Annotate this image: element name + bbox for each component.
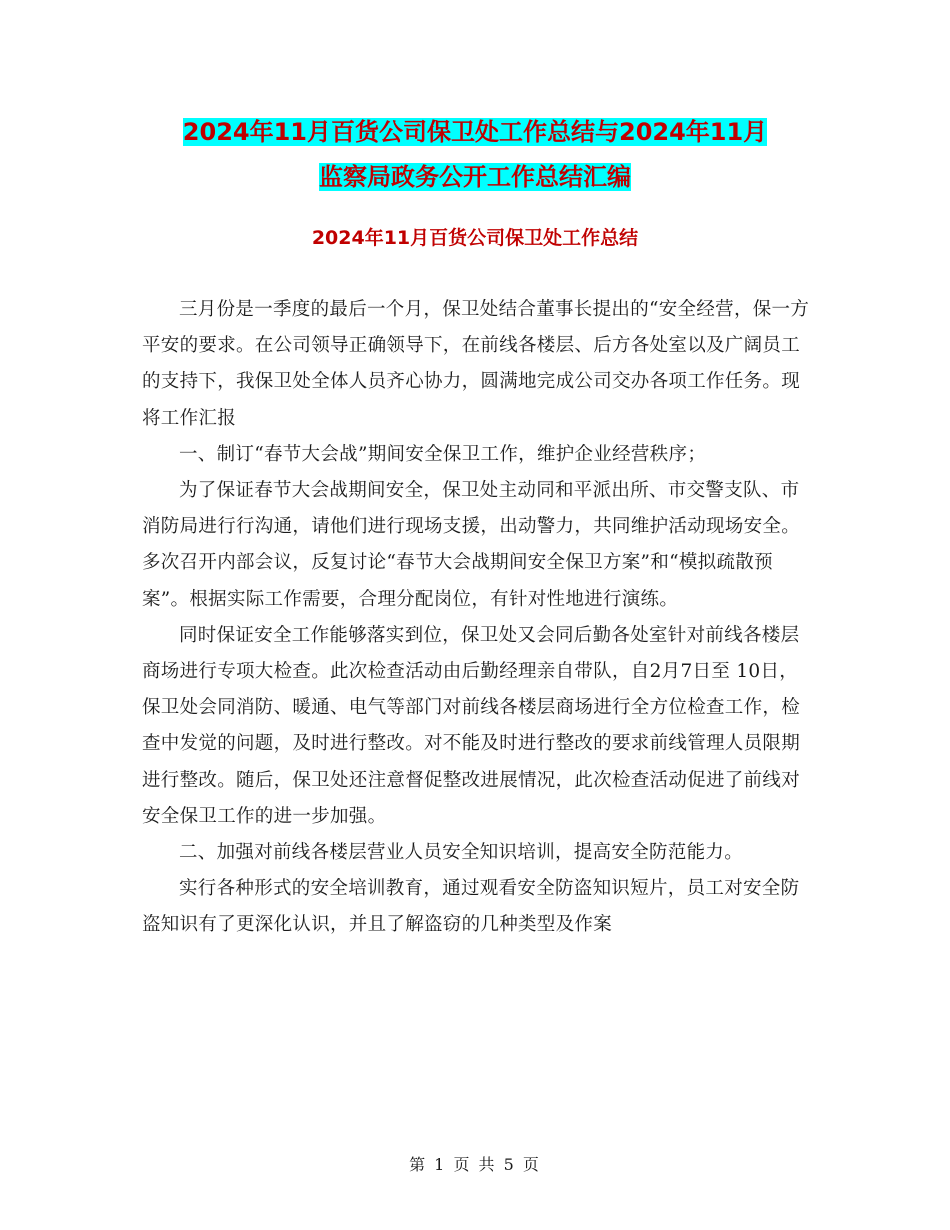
footer-prefix: 第 xyxy=(409,1155,428,1174)
paragraph-2: 一、制订“春节大会战”期间安全保卫工作，维护企业经营秩序； xyxy=(179,443,707,465)
paragraph-4: 同时保证安全工作能够落实到位，保卫处又会同后勤各处室针对前线各楼层商场进行专项大检查。此次检查活动由后勤经理亲自带队，自2月7日至 10日，保卫处会同消防、暖通、电气等部门对前线各楼层商场进行全方位检查工作，检查中发觉的问题，及时进行整改。对不能及时进行整改的要求前线管理人员限期进行整改。随后，保卫处还注意督促整改进展情况，此次检查活动促进了前线对安全保卫工作的进一步加强。 xyxy=(142,624,801,827)
page-footer xyxy=(0,1152,950,1175)
footer-middle: 页 共 xyxy=(453,1155,497,1174)
document-title-line-2: 监察局政务公开工作总结汇编 xyxy=(319,163,631,191)
paragraph-1: 三月份是一季度的最后一个月，保卫处结合董事长提出的“安全经营，保一方平安的要求。在公司领导正确领导下，在前线各楼层、后方各处室以及广阔员工的支持下，我保卫处全体人员齐心协力，圆满地完成公司交办各项工作任务。现将工作汇报 xyxy=(142,299,810,429)
document-title xyxy=(140,110,810,200)
footer-total-pages: 5 xyxy=(503,1155,516,1174)
document-body xyxy=(142,292,810,944)
paragraph-6: 实行各种形式的安全培训教育，通过观看安全防盗知识短片，员工对安全防盗知识有了更深化认识，并且了解盗窃的几种类型及作案 xyxy=(142,878,800,936)
section-title: 2024年11月百货公司保卫处工作总结 xyxy=(311,227,639,249)
footer-page-number: 1 xyxy=(434,1155,447,1174)
paragraph-3: 为了保证春节大会战期间安全，保卫处主动同和平派出所、市交警支队、市消防局进行行沟通，请他们进行现场支援，出动警力，共同维护活动现场安全。多次召开内部会议，反复讨论“春节大会战期间安全保卫方案”和“模拟疏散预案”。根据实际工作需要，合理分配岗位，有针对性地进行演练。 xyxy=(142,480,801,610)
paragraph-5: 二、加强对前线各楼层营业人员安全知识培训，提高安全防范能力。 xyxy=(179,842,744,864)
footer-suffix: 页 xyxy=(522,1155,541,1174)
document-title-line-1: 2024年11月百货公司保卫处工作总结与2024年11月 xyxy=(182,118,768,146)
